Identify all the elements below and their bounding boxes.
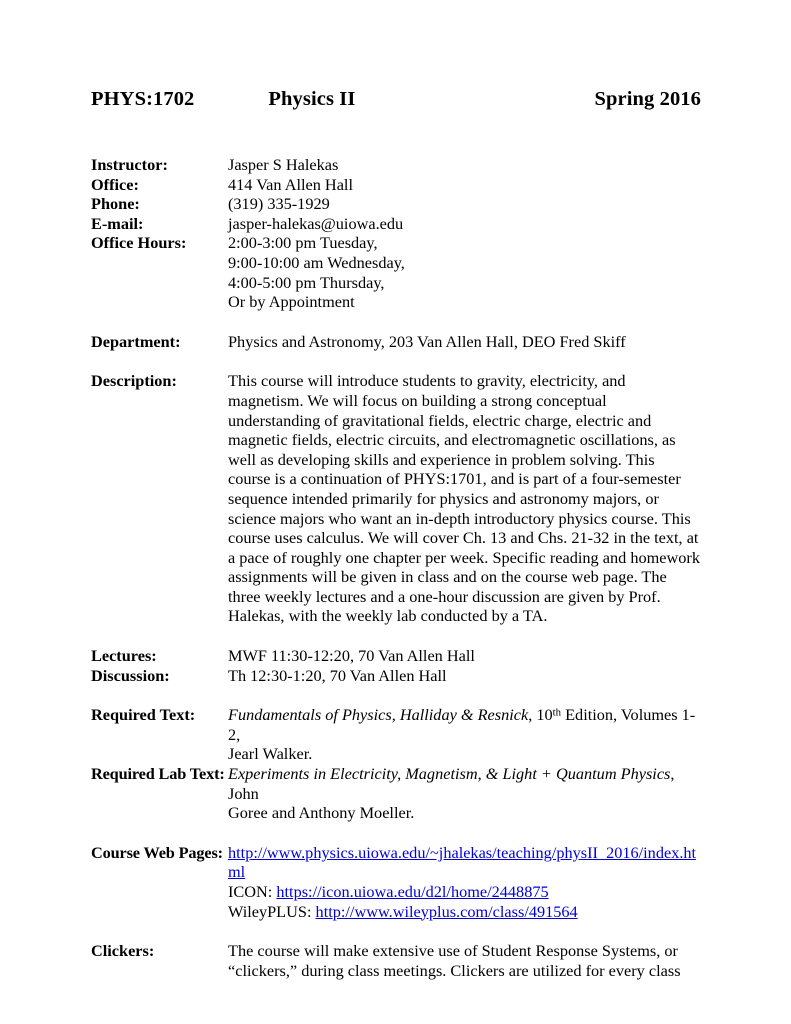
clickers-text bbox=[228, 941, 701, 980]
clickers-paragraph: The course will make extensive use of Student Response Systems, or “clickers,” during class meetings. Clickers are utilized for every class bbox=[228, 941, 681, 980]
required-text-line bbox=[228, 705, 701, 744]
office-hours-line: 2:00-3:00 pm Tuesday, bbox=[228, 233, 378, 253]
required-text-row bbox=[91, 705, 701, 764]
email-label: E-mail: bbox=[91, 213, 144, 233]
course-url-line bbox=[228, 843, 701, 882]
required-lab-text-row bbox=[91, 764, 701, 823]
course-web-pages-label: Course Web Pages: bbox=[91, 842, 223, 862]
required-lab-text-author: Goree and Anthony Moeller. bbox=[228, 803, 415, 823]
clickers-row bbox=[91, 941, 701, 980]
document-header bbox=[91, 88, 701, 111]
required-text-edition-number: 10 bbox=[536, 705, 553, 725]
office-value: 414 Van Allen Hall bbox=[228, 174, 353, 194]
description-row bbox=[91, 371, 701, 626]
office-hours-list bbox=[228, 233, 701, 311]
office-row bbox=[91, 175, 701, 195]
lectures-value: MWF 11:30-12:20, 70 Van Allen Hall bbox=[228, 646, 475, 666]
required-text-title: Fundamentals of Physics, Halliday & Resnick bbox=[228, 705, 529, 725]
phone-row bbox=[91, 194, 701, 214]
discussion-row bbox=[91, 666, 701, 686]
required-text-edition-sep: , bbox=[528, 705, 537, 725]
phone-label: Phone: bbox=[91, 194, 140, 214]
description-label: Description: bbox=[91, 371, 177, 391]
lectures-row bbox=[91, 646, 701, 666]
wileyplus-link[interactable]: http://www.wileyplus.com/class/491564 bbox=[315, 901, 578, 921]
spacer bbox=[91, 351, 701, 371]
spacer bbox=[91, 685, 701, 705]
spacer bbox=[91, 312, 701, 332]
department-label: Department: bbox=[91, 331, 181, 351]
required-text-author: Jearl Walker. bbox=[228, 744, 313, 764]
required-lab-text-label: Required Lab Text: bbox=[91, 764, 225, 784]
required-lab-text-author-inline: , John bbox=[228, 764, 675, 803]
course-web-pages-value bbox=[228, 843, 701, 921]
term-label: Spring 2016 bbox=[594, 88, 701, 110]
office-hours-row bbox=[91, 233, 701, 311]
required-text-label: Required Text: bbox=[91, 705, 196, 725]
required-lab-text-title: Experiments in Electricity, Magnetism, & Light + Quantum Physics bbox=[228, 764, 671, 784]
description-paragraph: This course will introduce students to gravity, electricity, and magnetism. We will focus on building a strong conceptual understanding of gravitational fields, electric charge, electric and magnetic fields, electric circuits, and electromagnetic oscillations, as well as developing skills and experience in problem solving. This course is a continuation of PHYS:1701, and is part of a four-semester sequence intended primarily for physics and astronomy majors, or science majors who want an in-depth introductory physics course. This course uses calculus. We will cover Ch. 13 and Chs. 21-32 in the text, at a pace of roughly one chapter per week. Specific reading and homework assignments will be given in class and on the course web page. The three weekly lectures and a one-hour discussion are given by Prof. Halekas, with the weekly lab conducted by a TA. bbox=[228, 371, 700, 626]
office-hours-line: 4:00-5:00 pm Thursday, bbox=[228, 272, 385, 292]
course-web-link[interactable]: http://www.physics.uiowa.edu/~jhalekas/teaching/physII_2016/index.html bbox=[228, 842, 697, 882]
description-text bbox=[228, 371, 701, 626]
office-hours-label: Office Hours: bbox=[91, 233, 187, 253]
required-text-edition-rest: Edition, Volumes 1-2, bbox=[228, 705, 696, 744]
office-hours-line: 9:00-10:00 am Wednesday, bbox=[228, 252, 405, 272]
required-text-value bbox=[228, 705, 701, 764]
required-lab-text-value bbox=[228, 764, 701, 823]
instructor-label: Instructor: bbox=[91, 155, 168, 174]
instructor-name: Jasper S Halekas bbox=[228, 155, 339, 174]
wileyplus-prefix: WileyPLUS: bbox=[228, 901, 316, 921]
icon-link[interactable]: https://icon.uiowa.edu/d2l/home/2448875 bbox=[276, 882, 549, 901]
course-web-pages-row bbox=[91, 843, 701, 921]
course-number: PHYS:1702 bbox=[91, 88, 195, 110]
document-body bbox=[91, 88, 701, 980]
email-row bbox=[91, 214, 701, 234]
discussion-label: Discussion: bbox=[91, 665, 170, 685]
icon-url-line bbox=[228, 882, 701, 902]
department-row bbox=[91, 332, 701, 352]
spacer bbox=[91, 823, 701, 843]
email-value: jasper-halekas@uiowa.edu bbox=[228, 213, 404, 233]
course-title: Physics II bbox=[268, 88, 356, 110]
spacer bbox=[91, 626, 701, 646]
office-hours-line: Or by Appointment bbox=[228, 292, 355, 312]
lectures-label: Lectures: bbox=[91, 646, 157, 666]
phone-value: (319) 335-1929 bbox=[228, 194, 330, 214]
discussion-value: Th 12:30-1:20, 70 Van Allen Hall bbox=[228, 665, 447, 685]
office-label: Office: bbox=[91, 174, 139, 194]
department-value: Physics and Astronomy, 203 Van Allen Hall, DEO Fred Skiff bbox=[228, 331, 626, 351]
clickers-label: Clickers: bbox=[91, 941, 155, 961]
wileyplus-url-line bbox=[228, 902, 701, 922]
required-lab-text-line bbox=[228, 764, 701, 803]
icon-prefix: ICON: bbox=[228, 882, 277, 901]
instructor-row bbox=[91, 155, 701, 175]
required-text-edition-ordinal: th bbox=[552, 706, 562, 719]
spacer bbox=[91, 921, 701, 941]
